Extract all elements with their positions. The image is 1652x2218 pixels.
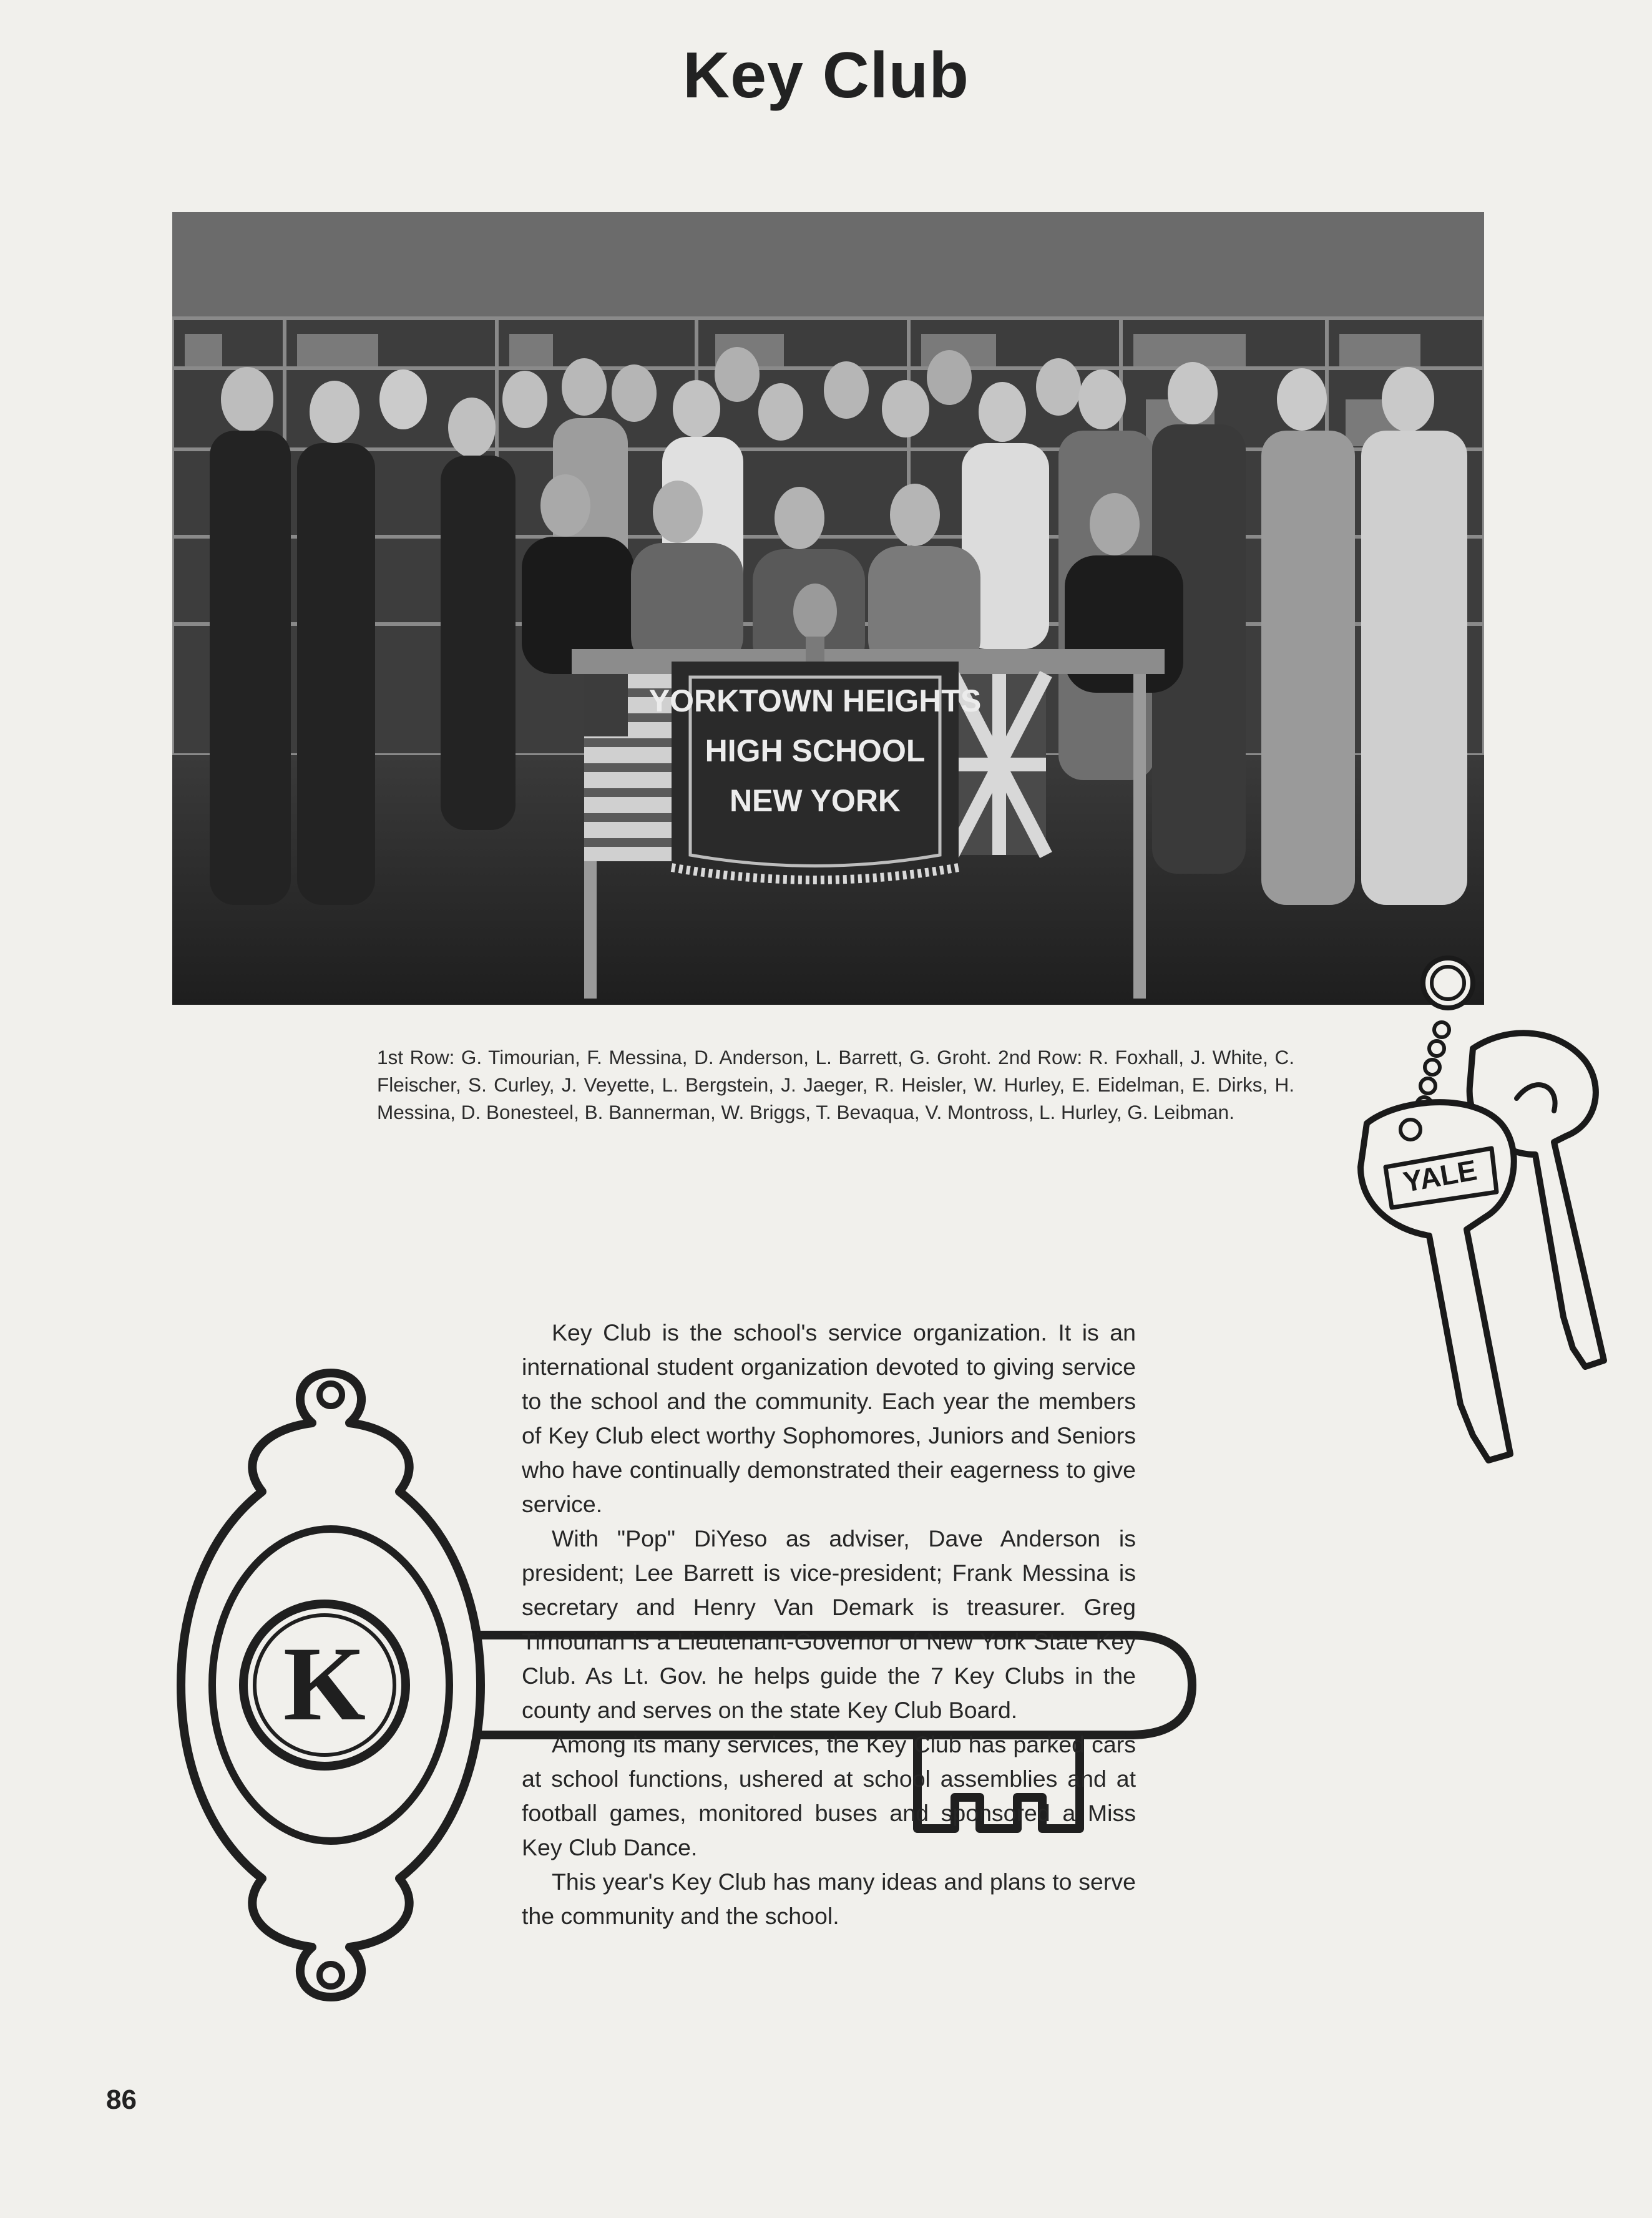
yale-brand: YALE <box>1400 1153 1480 1199</box>
emblem-letter: K <box>283 1625 366 1742</box>
yale-keys-icon <box>1348 936 1648 1485</box>
page-title: Key Club <box>683 39 969 112</box>
group-photo <box>172 212 1484 1005</box>
photo-caption: 1st Row: G. Timourian, F. Messina, D. Anderson, L. Barrett, G. Groht. 2nd Row: R. Foxhall, J. White, C. Fleischer, S. Curley, J. Veyette, L. Bergstein, J. Jaeger, R. Heisler, W. Hurley, E. Eidelman, E. Dirks, H. Messina, D. Bonesteel, B. Bannerman, W. Briggs, T. Bevaqua, V. Montross, L. Hurley, G. Leibman. <box>377 1046 1294 1123</box>
body-paragraph: Among its many services, the Key Club has parked cars at school functions, ushered at school assemblies and at football games, monitored buses and sponsored a Miss Key Club Dance. <box>522 1731 1136 1860</box>
banner-line-2: HIGH SCHOOL <box>705 733 926 768</box>
article-body <box>522 1316 1136 1933</box>
banner-line-1: YORKTOWN HEIGHTS <box>648 683 982 718</box>
body-paragraph: Key Club is the school's service organization. It is an international student organization devoted to giving service to the school and the community. Each year the members of Key Club elect worthy Sophomores, Juniors and Seniors who have continually demonstrated their eagerness to give service. <box>522 1319 1136 1517</box>
body-paragraph: With "Pop" DiYeso as adviser, Dave Anderson is president; Lee Barrett is vice-president; Frank Messina is secretary and Henry Van Demark is treasurer. Greg Timourian is a Lieutenant-Governor of New York State Key Club. As Lt. Gov. he helps guide the 7 Key Clubs in the county and serves on the state Key Club Board. <box>522 1525 1136 1723</box>
banner-line-3: NEW YORK <box>729 783 901 818</box>
body-paragraph: This year's Key Club has many ideas and plans to serve the community and the school. <box>522 1869 1136 1929</box>
page-number: 86 <box>106 2084 137 2115</box>
